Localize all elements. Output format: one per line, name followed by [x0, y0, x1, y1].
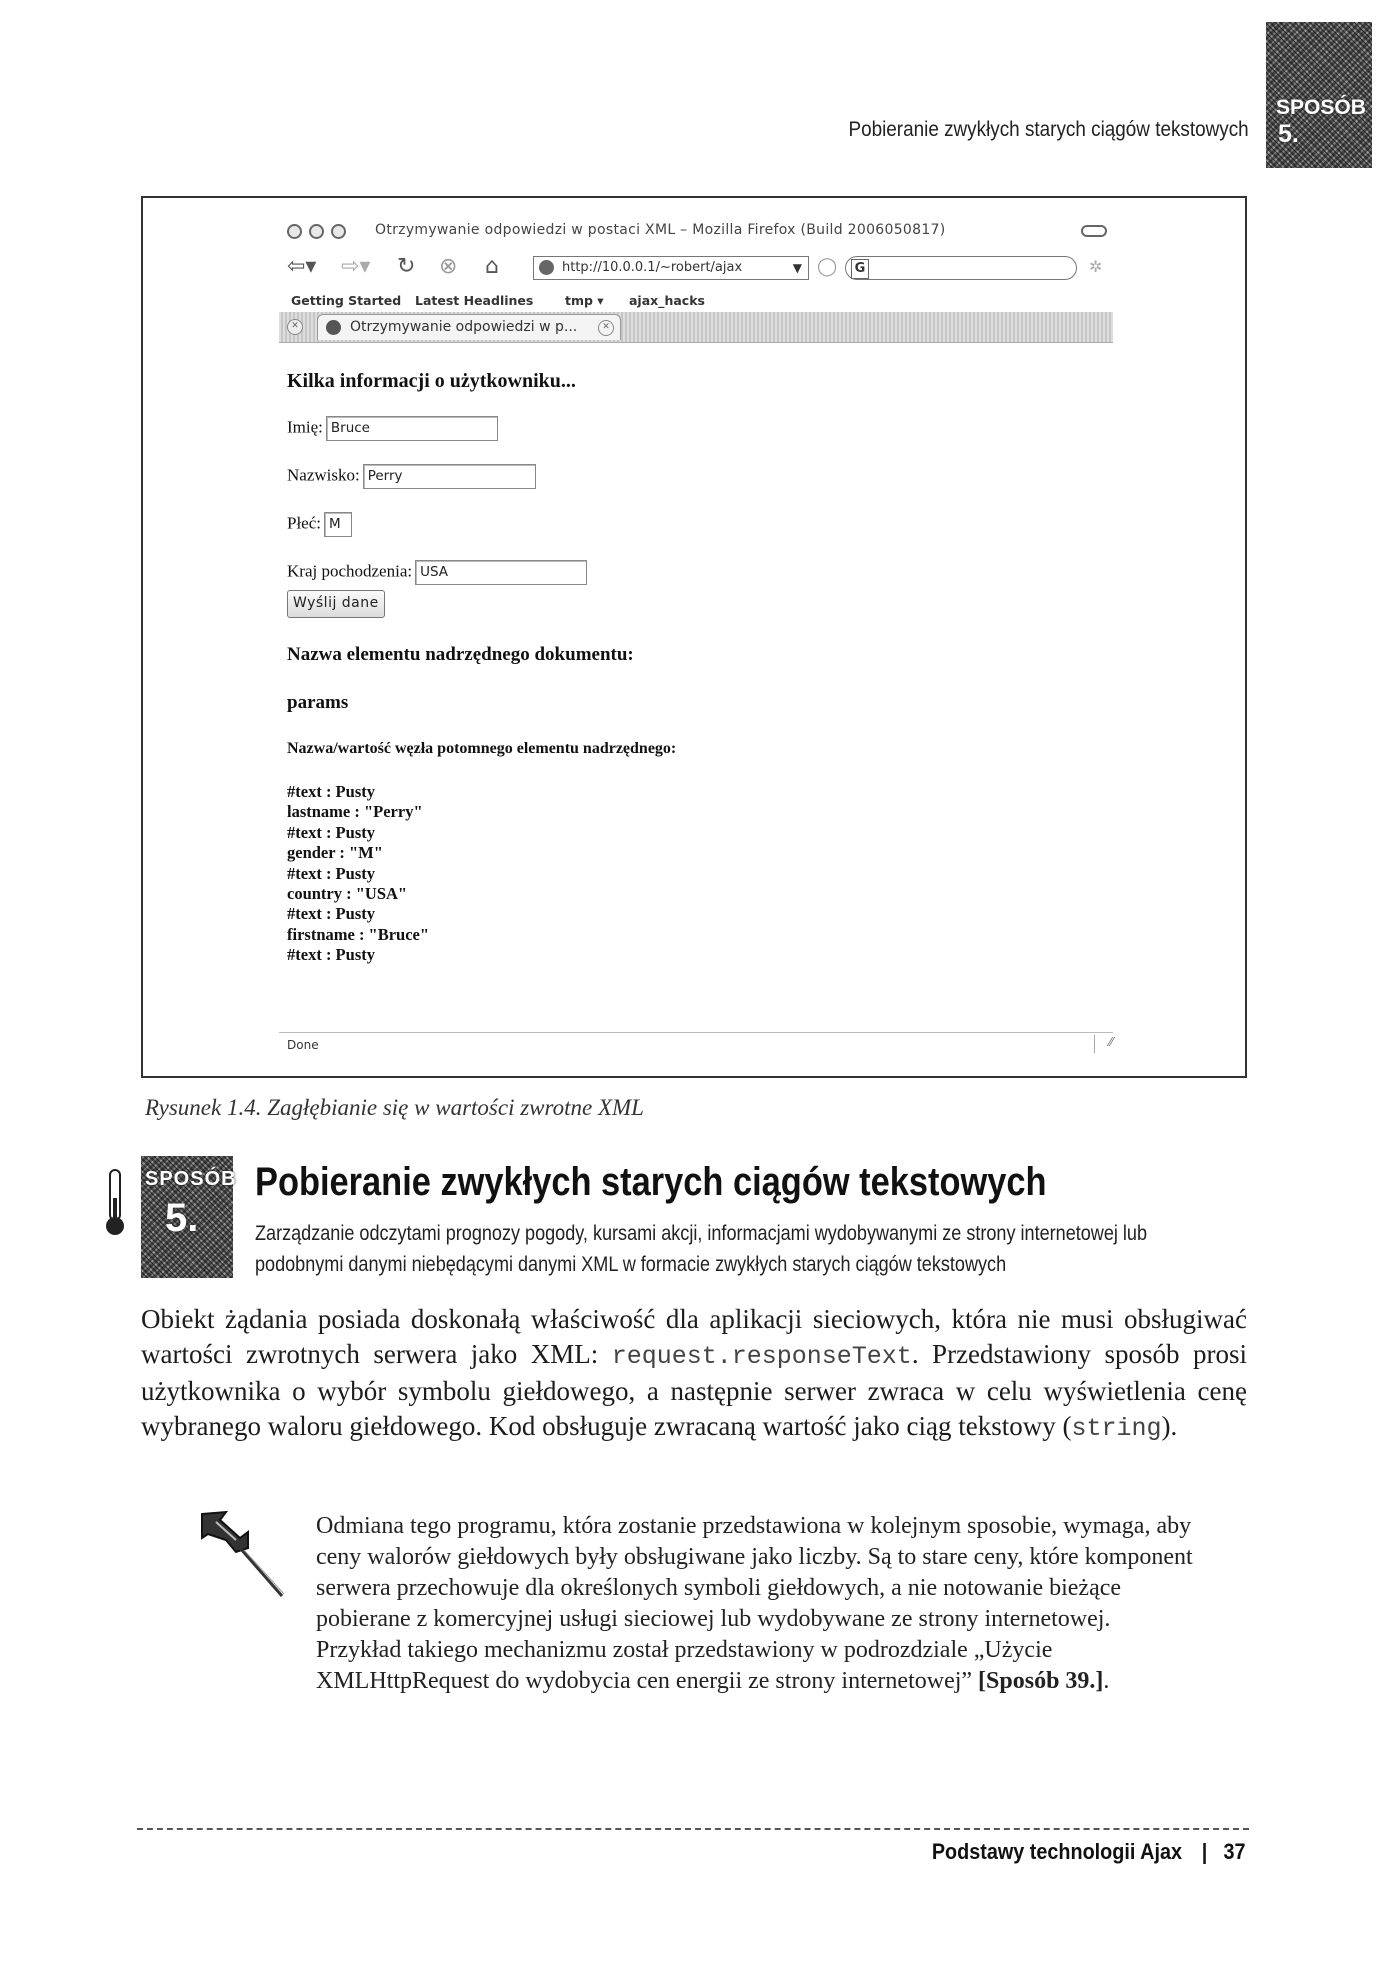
code-string: string — [1071, 1414, 1162, 1443]
page-heading: Kilka informacji o użytkowniku... — [287, 370, 576, 392]
window-title: Otrzymywanie odpowiedzi w postaci XML – Mozilla Firefox (Build 2006050817) — [375, 222, 946, 238]
node-line: country : "USA" — [287, 884, 408, 904]
stop-icon[interactable]: ⊗ — [439, 254, 458, 279]
body-text-b: . Przedstawiony sposób prosi użytkownika o wybór symbolu giełdowego, a następnie serwer zwraca w celu wyświetlenia cenę wybranego waloru giełdowego. Kod obsługuje zwracaną wartość jako ciąg tekstowy ( — [141, 1339, 1248, 1441]
running-head: Pobieranie zwykłych starych ciągów tekstowych — [848, 118, 1249, 141]
last-name-row — [287, 464, 536, 489]
back-icon[interactable]: ⇦▾ — [287, 254, 317, 279]
close-tab-icon[interactable]: ✕ — [287, 319, 303, 335]
child-nodes-heading: Nazwa/wartość węzła potomnego elementu nadrzędnego: — [287, 740, 677, 757]
site-globe-icon — [539, 260, 554, 275]
thermometer-icon — [104, 1168, 126, 1238]
first-name-row — [287, 416, 498, 441]
child-nodes-list — [287, 782, 429, 966]
node-line: gender : "M" — [287, 843, 383, 863]
node-line: #text : Pusty — [287, 782, 375, 801]
gender-row — [287, 512, 352, 537]
root-element-name: params — [287, 692, 349, 713]
zoom-window-icon[interactable] — [331, 224, 346, 239]
status-text: Done — [287, 1038, 319, 1052]
footer-rule — [137, 1828, 1249, 1830]
section-badge — [141, 1156, 237, 1278]
page-content — [279, 342, 1113, 1032]
note-text — [316, 1511, 1196, 1697]
note-reference: [Sposób 39.] — [978, 1668, 1104, 1694]
last-name-field[interactable]: Perry — [363, 464, 536, 489]
bookmark-tmp[interactable]: tmp ▾ — [565, 293, 604, 308]
node-line: firstname : "Bruce" — [287, 924, 430, 944]
country-row — [287, 560, 587, 585]
footer-separator: | — [1202, 1839, 1208, 1864]
figure-frame — [141, 196, 1247, 1078]
corner-badge-label: SPOSÓB — [1276, 96, 1366, 119]
body-text-c: ). — [1161, 1411, 1178, 1441]
title-bar — [279, 220, 1113, 248]
country-label: Kraj pochodzenia: — [287, 561, 413, 581]
home-icon[interactable]: ⌂ — [485, 254, 499, 279]
corner-badge — [1266, 22, 1372, 168]
section-badge-number: 5. — [165, 1196, 199, 1240]
page-number: 37 — [1223, 1839, 1246, 1864]
root-element-heading: Nazwa elementu nadrzędnego dokumentu: — [287, 644, 634, 665]
status-bar — [279, 1032, 1113, 1057]
corner-badge-number: 5. — [1278, 120, 1299, 148]
footer — [932, 1839, 1246, 1865]
browser-window — [279, 220, 1113, 1057]
bookmarks-toolbar — [279, 288, 1113, 313]
node-line: #text : Pusty — [287, 863, 375, 883]
reload-icon[interactable]: ↻ — [397, 254, 416, 279]
body-paragraph — [141, 1302, 1247, 1446]
section-subtitle: Zarządzanie odczytami prognozy pogody, kursami akcji, informacjami wydobywanymi ze strony internetowej lub podobnymi danymi niebędącymi danymi XML w formacie zwykłych starych ciągów tekstowych — [255, 1222, 1148, 1276]
figure-caption: Rysunek 1.4. Zagłębianie się w wartości zwrotne XML — [145, 1095, 644, 1120]
search-bar[interactable] — [845, 256, 1077, 280]
bookmark-latest-headlines[interactable]: Latest Headlines — [415, 293, 534, 308]
tab-close-icon[interactable]: ✕ — [598, 320, 614, 336]
last-name-label: Nazwisko: — [287, 465, 360, 485]
node-line: #text : Pusty — [287, 904, 375, 924]
throbber-icon: ✲ — [1089, 257, 1103, 276]
search-engine-icon[interactable]: G — [851, 259, 869, 279]
close-window-icon[interactable] — [287, 224, 302, 239]
gender-field[interactable]: M — [324, 512, 352, 537]
node-line: lastname : "Perry" — [287, 802, 423, 822]
tab-strip — [279, 312, 1113, 343]
node-line: #text : Pusty — [287, 822, 375, 842]
submit-button[interactable]: Wyślij dane — [287, 590, 385, 618]
pushpin-icon — [196, 1508, 288, 1602]
code-response-text: request.responseText — [611, 1342, 912, 1371]
tab-globe-icon — [326, 320, 341, 335]
bookmark-getting-started[interactable]: Getting Started — [291, 293, 402, 308]
toolbar-toggle-icon[interactable] — [1081, 225, 1107, 237]
url-text: http://10.0.0.1/~robert/ajax — [562, 260, 743, 275]
tab-title: Otrzymywanie odpowiedzi w p... — [350, 319, 578, 335]
url-bar[interactable] — [533, 256, 809, 280]
bookmark-ajax-hacks[interactable]: ajax_hacks — [629, 293, 705, 308]
book-title: Podstawy technologii Ajax — [932, 1839, 1183, 1864]
section-title: Pobieranie zwykłych starych ciągów tekstowych — [255, 1160, 1047, 1204]
first-name-field[interactable]: Bruce — [326, 416, 498, 441]
forward-icon[interactable]: ⇨▾ — [341, 254, 371, 279]
first-name-label: Imię: — [287, 417, 323, 437]
minimize-window-icon[interactable] — [309, 224, 324, 239]
node-line: #text : Pusty — [287, 945, 375, 965]
navigation-toolbar — [279, 252, 1113, 284]
resize-grip-icon[interactable]: ⁄⁄ — [1094, 1035, 1113, 1053]
active-tab[interactable] — [317, 314, 621, 340]
body-text-a: Obiekt żądania posiada doskonałą właściwość dla aplikacji sieciowych, która nie musi obsługiwać wartości zwrotnych serwera jako XML: — [141, 1304, 1247, 1369]
gender-label: Płeć: — [287, 513, 321, 533]
go-icon[interactable]: ◯ — [817, 256, 838, 277]
note-end: . — [1103, 1668, 1110, 1694]
note-body: Odmiana tego programu, która zostanie przedstawiona w kolejnym sposobie, wymaga, aby ceny walorów giełdowych były obsługiwane jako liczby. Są to stare ceny, które komponent serwera przechowuje dla określonych symboli giełdowych, a nie notowanie bieżące pobierane z komercyjnej usługi sieciowej lub wydobywane ze strony internetowej. Przykład takiego mechanizmu został przedstawiony w podrozdziale „Użycie XMLHttpRequest do wydobycia cen energii ze strony internetowej” — [316, 1513, 1193, 1694]
section-badge-label: SPOSÓB — [145, 1168, 237, 1190]
country-field[interactable]: USA — [415, 560, 587, 585]
url-dropdown-icon[interactable]: ▼ — [792, 261, 802, 275]
